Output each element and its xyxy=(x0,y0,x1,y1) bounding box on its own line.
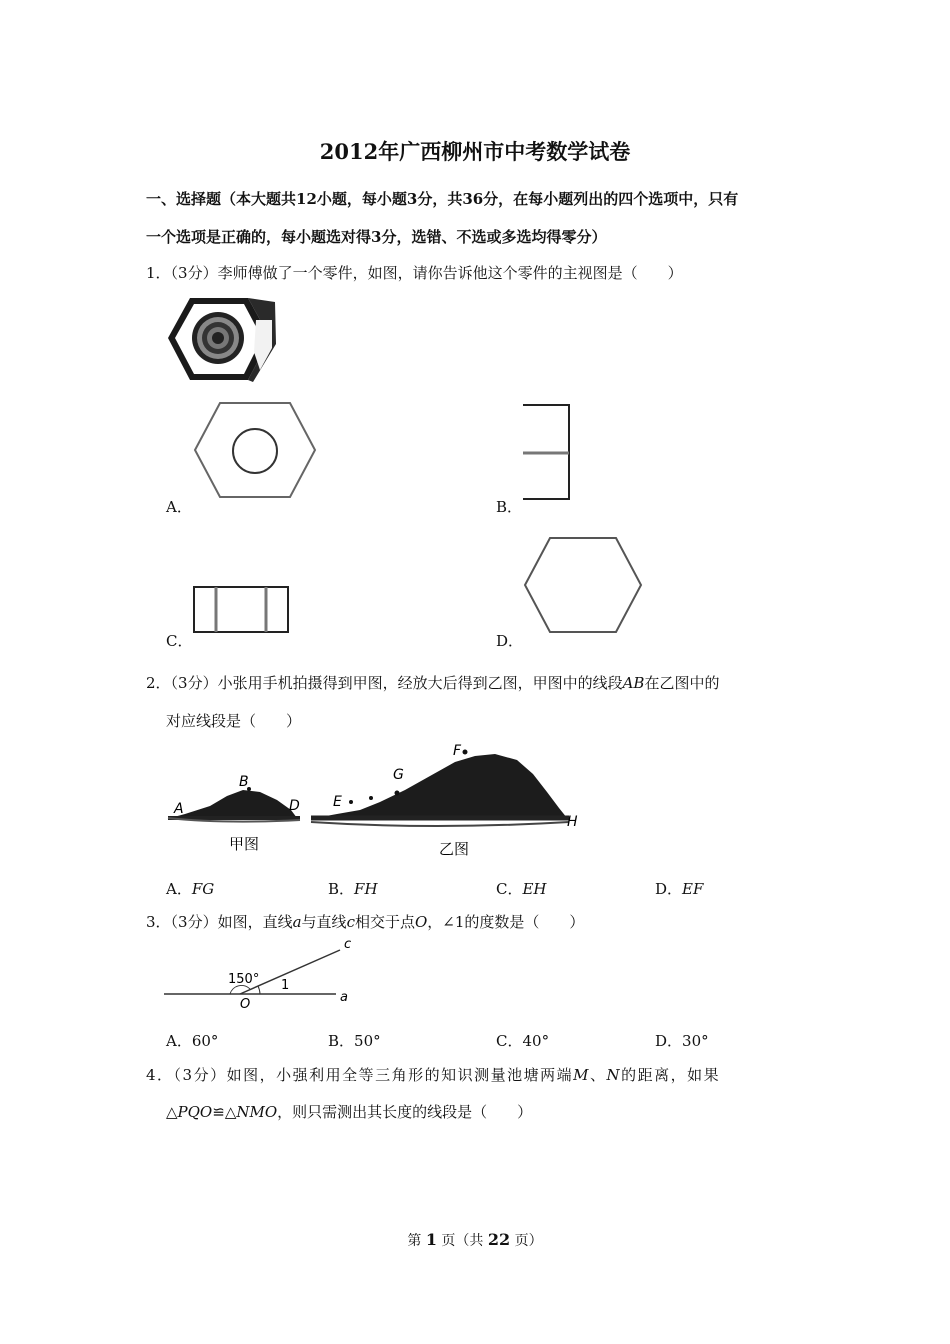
option-d-figure xyxy=(522,535,644,635)
q3-option-b[interactable]: B．50° xyxy=(328,1032,381,1050)
q1-option-a[interactable]: A． xyxy=(166,498,192,516)
label-e: E xyxy=(333,794,342,810)
label-b: B xyxy=(239,774,249,790)
question-4-line1: 4．（3分）如图，小强利用全等三角形的知识测量池塘两端M、N的距离，如果 xyxy=(146,1066,721,1084)
q1-option-c[interactable]: C． xyxy=(166,632,193,650)
angle-figure xyxy=(160,938,360,1013)
label-g: G xyxy=(393,767,404,783)
mountain-figure xyxy=(165,738,590,863)
q3-option-c[interactable]: C．40° xyxy=(496,1032,550,1050)
option-c-figure xyxy=(192,585,292,635)
label-d: D xyxy=(289,798,300,814)
angle-label-150: 150° xyxy=(228,972,260,987)
q3-option-d[interactable]: D．30° xyxy=(655,1032,709,1050)
q2-option-b[interactable]: B．FH xyxy=(328,880,378,898)
section-heading-line1: 一、选择题（本大题共12小题，每小题3分，共36分，在每小题列出的四个选项中，只有 xyxy=(146,190,739,208)
question-4-line2: △PQO≌△NMO，则只需测出其长度的线段是（ ） xyxy=(166,1103,533,1121)
angle-label-1: 1 xyxy=(281,978,290,993)
q2-option-d[interactable]: D．EF xyxy=(655,880,704,898)
caption-jia: 甲图 xyxy=(229,835,260,853)
caption-yi: 乙图 xyxy=(439,840,470,858)
option-b-figure xyxy=(520,403,575,501)
question-2-line2: 对应线段是（ ） xyxy=(166,712,302,730)
line-label-a: a xyxy=(340,990,348,1005)
q1-option-d[interactable]: D． xyxy=(496,632,524,650)
question-2-line1: 2．（3分）小张用手机拍摄得到甲图，经放大后得到乙图，甲图中的线段AB在乙图中的 xyxy=(146,674,720,692)
label-h: H xyxy=(567,814,578,830)
label-a: A xyxy=(174,801,184,817)
page-footer: 第 1 页（共 22 页） xyxy=(407,1230,543,1249)
section-heading-line2: 一个选项是正确的，每小题选对得3分，选错、不选或多选均得零分） xyxy=(146,228,607,246)
q2-option-a[interactable]: A．FG xyxy=(166,880,215,898)
question-1-text: 1．（3分）李师傅做了一个零件，如图，请你告诉他这个零件的主视图是（ ） xyxy=(146,264,683,282)
label-f: F xyxy=(453,743,462,759)
question-3-text: 3．（3分）如图，直线a与直线c相交于点O，∠1的度数是（ ） xyxy=(146,913,585,931)
point-label-o: O xyxy=(240,997,251,1012)
line-label-c: c xyxy=(344,938,352,952)
q3-option-a[interactable]: A．60° xyxy=(166,1032,219,1050)
q1-option-b[interactable]: B． xyxy=(496,498,523,516)
q2-option-c[interactable]: C．EH xyxy=(496,880,547,898)
page-title: 2012年广西柳州市中考数学试卷 xyxy=(319,139,631,164)
hex-nut-figure xyxy=(160,290,285,390)
option-a-figure xyxy=(190,400,320,500)
